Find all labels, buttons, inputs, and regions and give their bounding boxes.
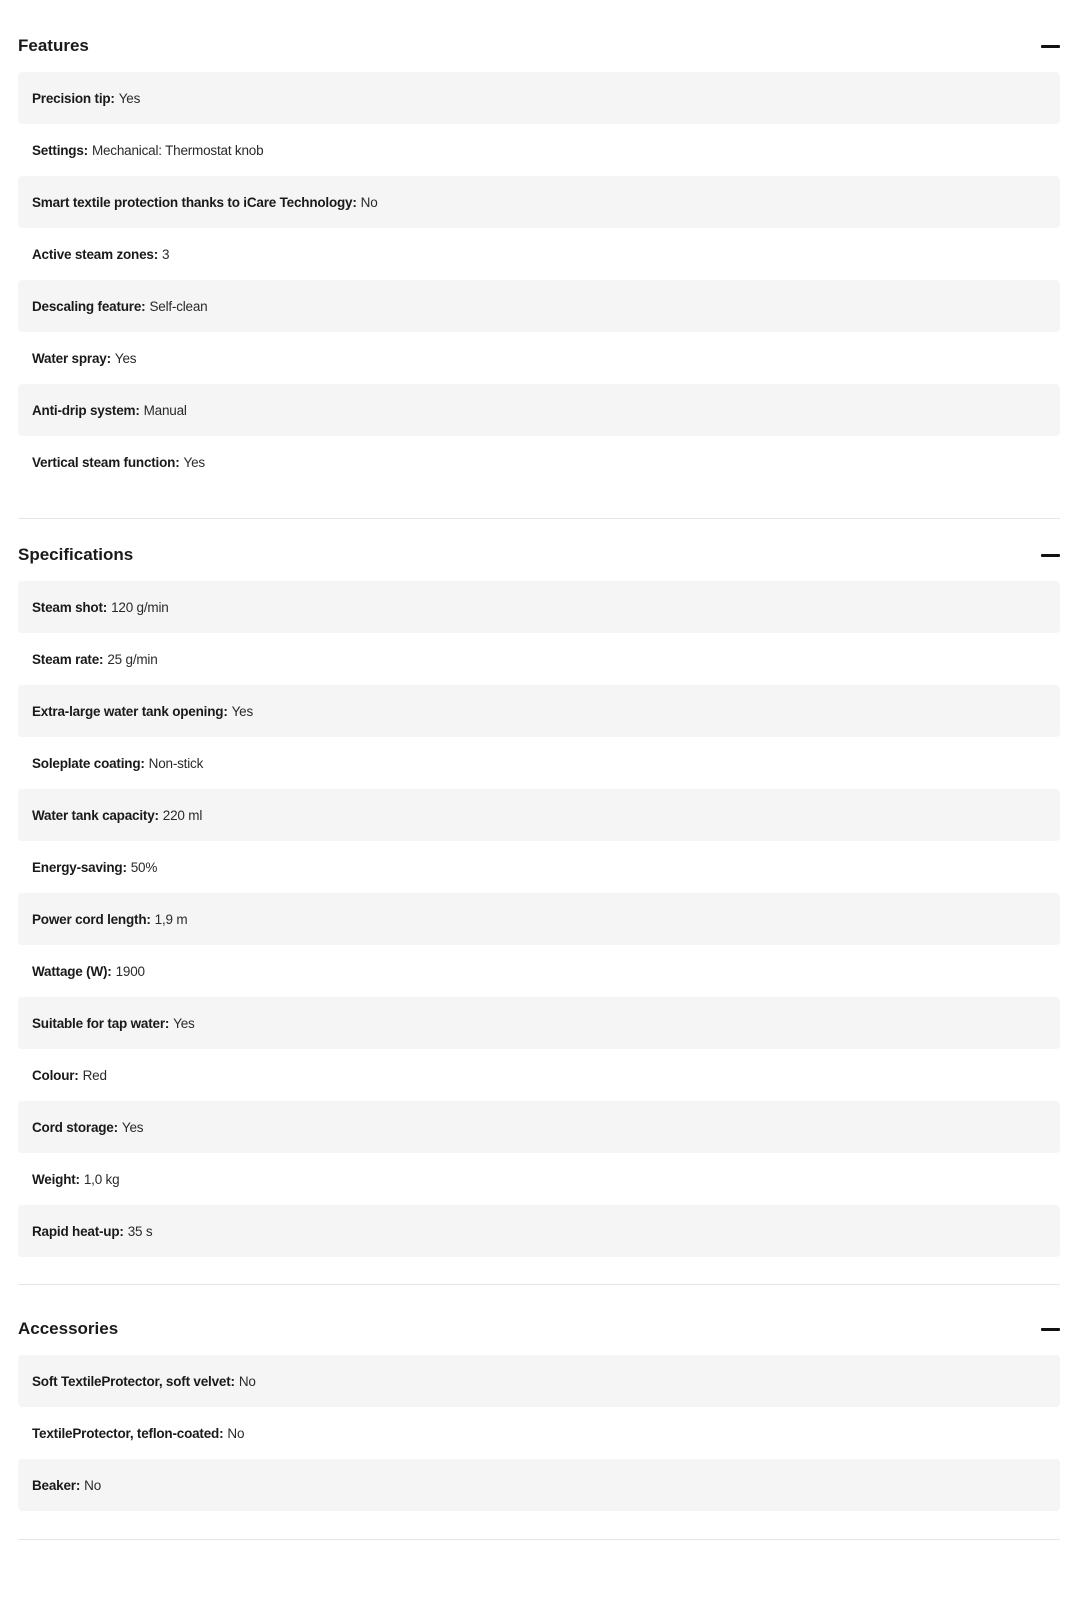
row-value: Manual (143, 402, 187, 418)
row-value: Mechanical: Thermostat knob (91, 142, 264, 158)
row-label: Water tank capacity (32, 807, 155, 823)
row-label: Power cord length (32, 911, 147, 927)
list-item: Steam shot : 120 g/min (18, 581, 1060, 633)
row-label: Soleplate coating (32, 755, 141, 771)
list-item: Wattage (W) : 1900 (32, 963, 145, 979)
row-label: Water spray (32, 350, 107, 366)
row-label: Soft TextileProtector, soft velvet (32, 1373, 231, 1389)
row-value: 35 s (127, 1223, 153, 1239)
list-item: Weight : 1,0 kg (32, 1171, 120, 1187)
row-label: Anti-drip system (32, 402, 136, 418)
list-item: Active steam zones : 3 (32, 246, 170, 262)
row-value: Yes (121, 1119, 144, 1135)
row-value: Non-stick (148, 755, 204, 771)
row-value: Yes (231, 703, 254, 719)
row-value: Yes (118, 90, 141, 106)
row-label: Colour (32, 1067, 75, 1083)
row-label: Cord storage (32, 1119, 114, 1135)
row-label: Vertical steam function (32, 454, 176, 470)
row-label: Extra-large water tank opening (32, 703, 224, 719)
row-value: 50% (130, 859, 158, 875)
row-label: TextileProtector, teflon-coated (32, 1425, 220, 1441)
row-value: No (84, 1477, 101, 1493)
list-item: TextileProtector, teflon-coated : No (32, 1425, 245, 1441)
section-title: Features (18, 36, 89, 55)
row-value: 1,9 m (154, 911, 188, 927)
row-label: Descaling feature (32, 298, 142, 314)
list-item: Anti-drip system : Manual (18, 384, 1060, 436)
accessories-list (18, 1355, 1060, 1511)
row-value: No (360, 194, 378, 210)
row-label: Rapid heat-up (32, 1223, 120, 1239)
list-item: Soleplate coating : Non-stick (32, 755, 204, 771)
minus-icon[interactable] (1041, 45, 1060, 48)
row-value: Red (82, 1067, 107, 1083)
row-label: Suitable for tap water (32, 1015, 165, 1031)
row-value: 220 ml (162, 807, 203, 823)
list-item: Vertical steam function : Yes (32, 454, 205, 470)
row-value: Yes (114, 350, 137, 366)
features-section (18, 0, 1060, 519)
list-item: Beaker : No (18, 1459, 1060, 1511)
row-value: No (238, 1373, 256, 1389)
row-label: Active steam zones (32, 246, 154, 262)
list-item: Precision tip : Yes (18, 72, 1060, 124)
list-item: Soft TextileProtector, soft velvet : No (18, 1355, 1060, 1407)
accessories-header[interactable] (18, 1309, 1060, 1349)
row-value: Self-clean (149, 298, 208, 314)
section-title: Specifications (18, 545, 134, 564)
list-item: Suitable for tap water : Yes (18, 997, 1060, 1049)
row-label: Settings (32, 142, 84, 158)
list-item: Settings : Mechanical: Thermostat knob (32, 142, 264, 158)
list-item: Energy-saving : 50% (32, 859, 158, 875)
list-item: Steam rate : 25 g/min (32, 651, 158, 667)
list-item: Power cord length : 1,9 m (18, 893, 1060, 945)
row-value: 3 (162, 246, 170, 262)
minus-icon[interactable] (1041, 554, 1060, 557)
row-value: 1900 (115, 963, 145, 979)
list-item: Water tank capacity : 220 ml (18, 789, 1060, 841)
features-list (18, 72, 1060, 488)
row-value: Yes (173, 1015, 195, 1031)
list-item: Rapid heat-up : 35 s (18, 1205, 1060, 1257)
list-item: Cord storage : Yes (18, 1101, 1060, 1153)
row-label: Steam shot (32, 599, 103, 615)
row-label: Steam rate (32, 651, 100, 667)
row-label: Smart textile protection thanks to iCare Technology (32, 194, 353, 210)
row-label: Beaker (32, 1477, 76, 1493)
list-item: Descaling feature : Self-clean (18, 280, 1060, 332)
specifications-section (18, 519, 1060, 1285)
row-label: Energy-saving (32, 859, 123, 875)
specifications-header[interactable] (18, 535, 1060, 575)
accessories-section (18, 1285, 1060, 1540)
list-item: Extra-large water tank opening : Yes (18, 685, 1060, 737)
section-title: Accessories (18, 1319, 119, 1338)
row-value: 1,0 kg (83, 1171, 120, 1187)
list-item: Smart textile protection thanks to iCare Technology : No (18, 176, 1060, 228)
list-item: Colour : Red (32, 1067, 107, 1083)
row-value: Yes (183, 454, 205, 470)
row-label: Weight (32, 1171, 76, 1187)
list-item: Water spray : Yes (32, 350, 137, 366)
row-value: No (227, 1425, 245, 1441)
row-value: 25 g/min (107, 651, 158, 667)
row-value: 120 g/min (111, 599, 169, 615)
row-label: Precision tip (32, 90, 111, 106)
specifications-list (18, 581, 1060, 1257)
minus-icon[interactable] (1041, 1328, 1060, 1331)
features-header[interactable] (18, 26, 1060, 66)
row-label: Wattage (W) (32, 963, 108, 979)
